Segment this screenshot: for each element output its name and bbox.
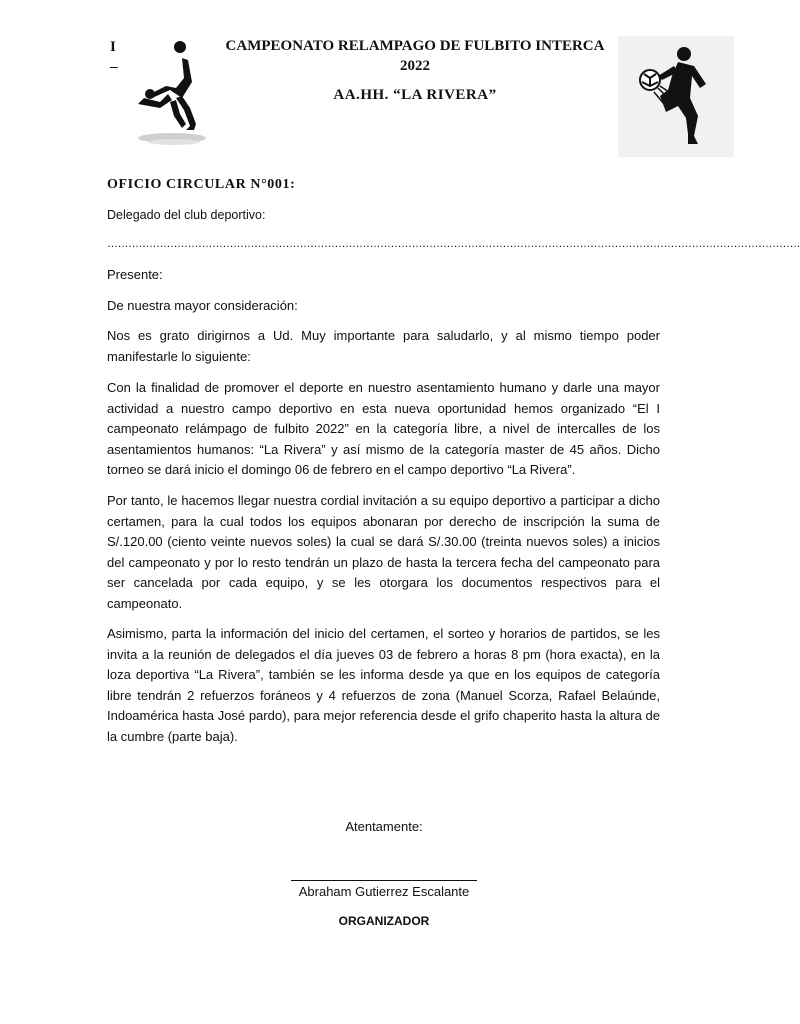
greeting: De nuestra mayor consideración: bbox=[107, 298, 298, 313]
title-line-2: 2022 bbox=[400, 58, 430, 74]
soccer-player-kicking-icon bbox=[618, 36, 734, 157]
header-roman bbox=[110, 37, 118, 77]
signer-role: ORGANIZADOR bbox=[338, 914, 430, 928]
paragraph-3: Por tanto, le hacemos llegar nuestra cordial invitación a su equipo deportivo a participar a dicho certamen, para la cual todos los equipos abonaran por derecho de inscripción la suma de S/.120.00 (ciento veinte nuevos soles) la cual se dará S/.30.00 (treinta nuevos soles) a inicios del campeonato y por lo resto tendrán un plazo de hasta la tercera fecha del campeonato para ser cancelada por cada equipo, y se les otorgara los documentos respectivos para el campeonato. bbox=[107, 493, 660, 611]
paragraph-1: Nos es grato dirigirnos a Ud. Muy importante para saludarlo, y al mismo tiempo poder manifestarle lo siguiente: bbox=[107, 328, 660, 364]
paragraph-4: Asimismo, parta la información del inicio del certamen, el sorteo y horarios de partidos, se les invita a la reunión de delegados el día jueves 03 de febrero a horas 8 pm (hora exacta), en la loza deportiva “La Rivera”, también se les informa desde ya que en los equipos de categoría libre tendrán 2 refuerzos foráneos y 4 refuerzos de zona (Manuel Scorza, Rafael Belaúnde, Indoamérica hasta José pardo), para mejor referencia desde el grifo chaperito hasta la altura de la cumbre (parte baja). bbox=[107, 626, 660, 744]
right-logo-box bbox=[618, 36, 734, 157]
oficio-heading: OFICIO CIRCULAR N°001: bbox=[107, 177, 296, 192]
bicycle-kick-player-icon bbox=[130, 38, 210, 150]
header-dash: – bbox=[110, 59, 118, 75]
delegado-dotted-line: ……………………………………………………………………………………………………………………………………………………………………………… bbox=[107, 238, 800, 250]
paragraph-2: Con la finalidad de promover el deporte en nuestro asentamiento humano y darle una mayor actividad a nuestro campo deportivo en esta nueva oportunidad hemos organizado “El I campeonato relámpago de fulbito 2022” en la categoría libre, a nivel de intercalles de los asentamientos humanos: “La Rivera” y así mismo de la categoría master de 45 años. Dicho torneo se dará inicio el domingo 06 de febrero en el campo deportivo “La Rivera”. bbox=[107, 380, 660, 477]
title-line-1: CAMPEONATO RELAMPAGO DE FULBITO INTERCA bbox=[225, 38, 605, 54]
header-roman-numeral: I bbox=[110, 39, 116, 55]
document-subtitle: AA.HH. “LA RIVERA” bbox=[333, 87, 497, 103]
presente-label: Presente: bbox=[107, 267, 163, 282]
signer-name: Abraham Gutierrez Escalante bbox=[298, 884, 470, 899]
delegado-label: Delegado del club deportivo: bbox=[107, 208, 266, 222]
closing: Atentamente: bbox=[345, 819, 423, 834]
signature-line bbox=[291, 880, 477, 881]
document-title bbox=[205, 36, 625, 76]
